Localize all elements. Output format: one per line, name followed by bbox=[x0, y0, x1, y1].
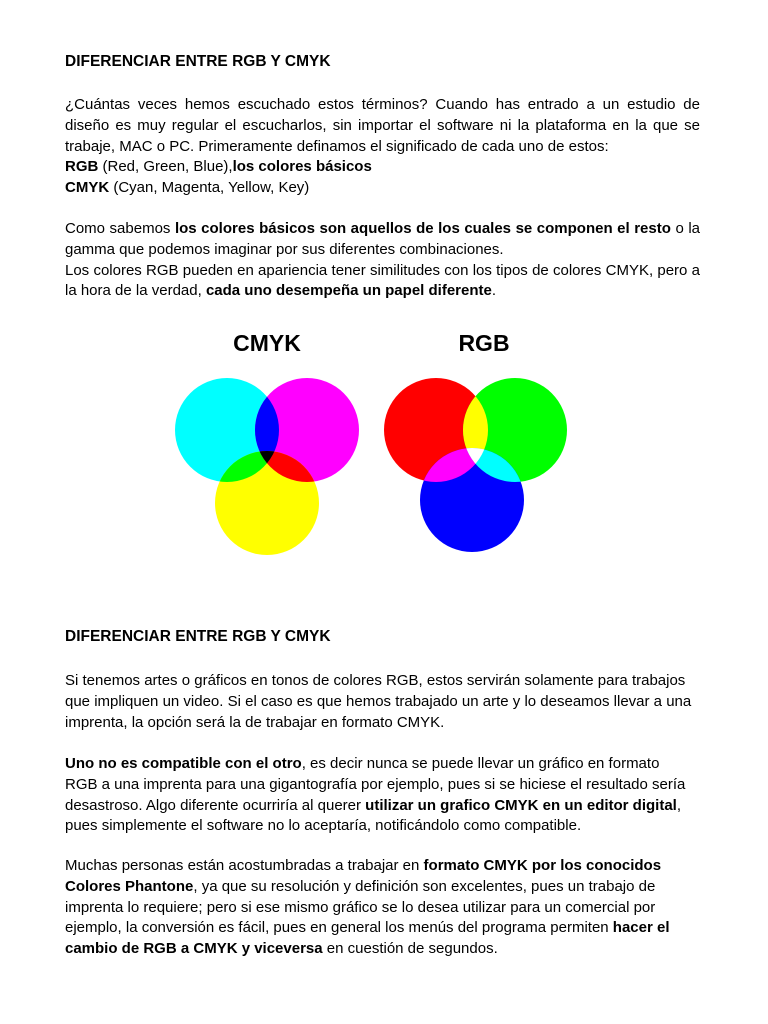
s2-p2-bold-a: Uno no es compatible con el otro bbox=[65, 755, 302, 772]
section2-paragraph-2 bbox=[65, 754, 695, 837]
p2-text-a: Como sabemos bbox=[65, 220, 175, 237]
rgb-diagram bbox=[384, 378, 567, 552]
rgb-label: RGB bbox=[65, 158, 99, 176]
s2-p3-bold-b: formato CMYK por los conocidos Colores Phantone bbox=[65, 857, 662, 895]
cmyk-diagram bbox=[175, 378, 359, 555]
s2-p3-bold-d: hacer el cambio de RGB a CMYK y viceversa bbox=[65, 919, 670, 958]
rgb-bold: los colores básicos bbox=[232, 158, 372, 176]
section2-paragraph-1: Si tenemos artes o gráficos en tonos de colores RGB, estos servirán solamente para trabajos que impliquen un video. Si el caso es que hemos trabajado un arte y lo deseamos llevar a una imprenta, la opción será la de trabajar en formato CMYK. bbox=[65, 672, 692, 731]
s2-p3-text-e: en cuestión de segundos. bbox=[322, 940, 498, 958]
rgb-text: (Red, Green, Blue), bbox=[98, 158, 233, 176]
section2-title: DIFERENCIAR ENTRE RGB Y CMYK bbox=[65, 628, 331, 645]
section1-paragraph-2 bbox=[65, 219, 700, 302]
p2-text-b: o la gamma que podemos imaginar por sus diferentes combinaciones. bbox=[65, 220, 701, 258]
rgb-figure-title: RGB bbox=[458, 330, 510, 356]
intro-text: ¿Cuántas veces hemos escuchado estos términos? Cuando has entrado a un estudio de diseño es muy regular el escucharlos, sin importar el software ni la plataforma en la que se trabaje, MAC o PC. Primeramente definamos el significado de cada uno de estos: bbox=[65, 96, 700, 155]
s2-p2-bold-c: utilizar un grafico CMYK en un editor digital bbox=[365, 796, 677, 814]
p3-text-b: . bbox=[491, 282, 497, 300]
s2-p3-text-c: , ya que su resolución y definición son excelentes, pues un trabajo de imprenta lo requiere; pero si ese mismo gráfico se lo desea utilizar para un comercial por ejemplo, la conversión es fácil, pues en general los menús del programa permiten bbox=[65, 877, 656, 937]
cmyk-text: (Cyan, Magenta, Yellow, Key) bbox=[109, 179, 310, 197]
section1-intro bbox=[65, 95, 700, 199]
cmyk-figure-title: CMYK bbox=[233, 330, 301, 356]
section2-paragraph-3 bbox=[65, 856, 695, 960]
s2-p3-text-a: Muchas personas están acostumbradas a trabajar en bbox=[65, 857, 424, 874]
p3-text-a: Los colores RGB pueden en apariencia tener similitudes con los tipos de colores CMYK, pero a la hora de la verdad, bbox=[65, 261, 700, 300]
s2-p2-text-b: , es decir nunca se puede llevar un gráfico en formato RGB a una imprenta para una gigantografía por ejemplo, pues si se hiciese el resultado sería desastroso. Algo diferente ocurriría al querer bbox=[65, 755, 686, 814]
section1-title: DIFERENCIAR ENTRE RGB Y CMYK bbox=[65, 53, 331, 70]
s2-p2-text-d: , pues simplemente el software no lo aceptaría, notificándolo como compatible. bbox=[65, 796, 682, 835]
color-models-figure bbox=[170, 325, 570, 575]
p3-bold: cada uno desempeña un papel diferente bbox=[205, 282, 492, 300]
p2-bold: los colores básicos son aquellos de los cuales se componen el resto bbox=[174, 220, 671, 237]
cmyk-label: CMYK bbox=[65, 179, 110, 197]
